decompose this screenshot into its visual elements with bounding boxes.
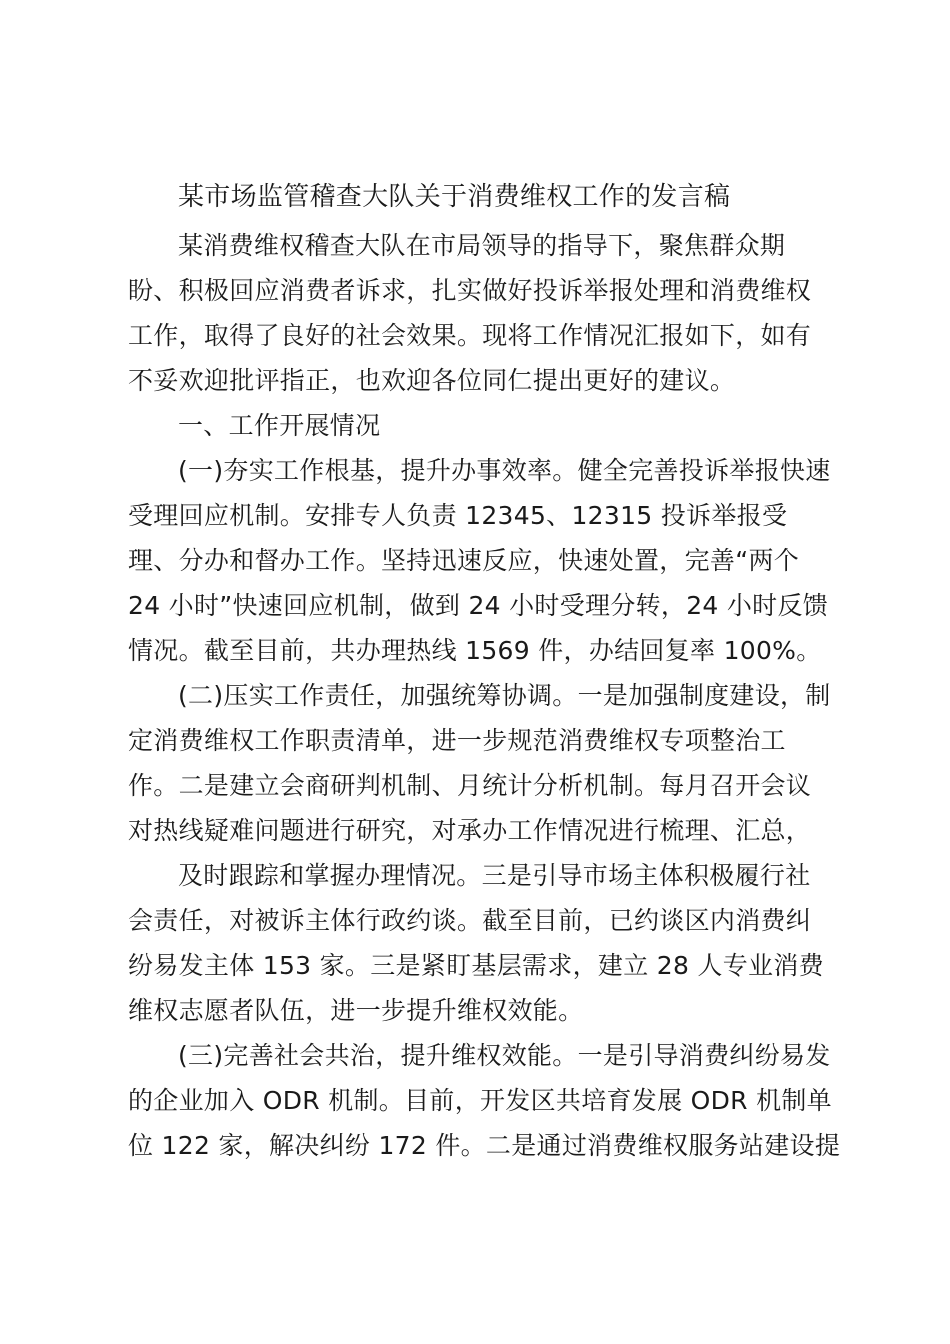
text-line: 的企业加入 ODR 机制。目前，开发区共培育发展 ODR 机制单 [128, 1086, 832, 1115]
text-line: 纷易发主体 153 家。三是紧盯基层需求，建立 28 人专业消费 [128, 951, 824, 980]
text-line: 定消费维权工作职责清单，进一步规范消费维权专项整治工 [128, 726, 786, 755]
text-line: 位 122 家，解决纠纷 172 件。二是通过消费维权服务站建设提 [128, 1131, 841, 1160]
text-line: 某消费维权稽查大队在市局领导的指导下，聚焦群众期 [178, 231, 786, 260]
text-line: 维权志愿者队伍，进一步提升维权效能。 [128, 996, 584, 1025]
text-line: 理、分办和督办工作。坚持迅速反应，快速处置，完善“两个 [128, 546, 800, 575]
text-line: 会责任，对被诉主体行政约谈。截至目前，已约谈区内消费纠 [128, 906, 812, 935]
text-line: 24 小时”快速回应机制，做到 24 小时受理分转，24 小时反馈 [128, 591, 829, 620]
text-line: 盼、积极回应消费者诉求，扎实做好投诉举报处理和消费维权 [128, 276, 812, 305]
text-line: 不妥欢迎批评指正，也欢迎各位同仁提出更好的建议。 [128, 366, 736, 395]
text-line: 工作，取得了良好的社会效果。现将工作情况汇报如下，如有 [128, 321, 812, 350]
text-line: 情况。截至目前，共办理热线 1569 件，办结回复率 100%。 [128, 636, 822, 665]
section-heading: 一、工作开展情况 [178, 411, 381, 440]
text-line: (二)压实工作责任，加强统筹协调。一是加强制度建设，制 [178, 681, 831, 710]
document-title: 某市场监管稽查大队关于消费维权工作的发言稿 [178, 182, 731, 212]
text-line: 受理回应机制。安排专人负责 12345、12315 投诉举报受 [128, 501, 788, 530]
text-line: (三)完善社会共治，提升维权效能。一是引导消费纠纷易发 [178, 1041, 831, 1070]
text-line: 及时跟踪和掌握办理情况。三是引导市场主体积极履行社 [178, 861, 811, 890]
text-line: 对热线疑难问题进行研究，对承办工作情况进行梳理、汇总， [128, 816, 812, 845]
text-line: 作。二是建立会商研判机制、月统计分析机制。每月召开会议 [128, 771, 812, 800]
text-line: (一)夯实工作根基，提升办事效率。健全完善投诉举报快速 [178, 456, 831, 485]
